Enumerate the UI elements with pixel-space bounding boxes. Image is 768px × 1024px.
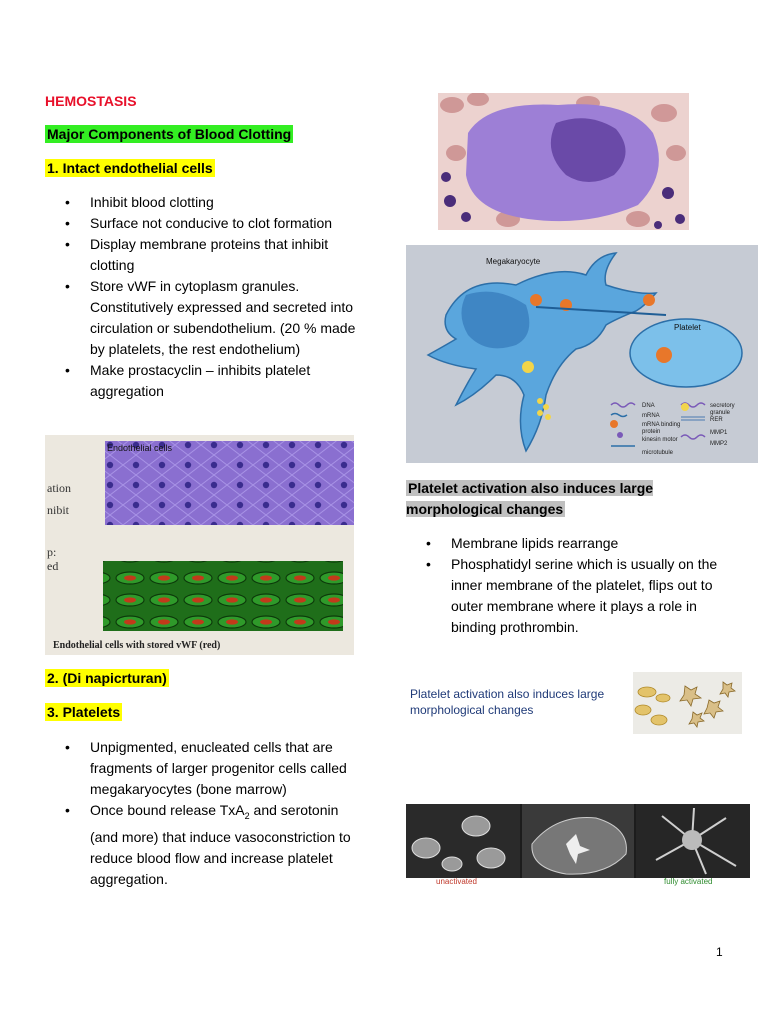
heading-major-components xyxy=(45,126,293,144)
subscript-2: 2 xyxy=(244,810,250,821)
megakaryocyte-micrograph-graphic xyxy=(438,93,689,230)
sem-label-fully-activated: fully activated xyxy=(664,877,713,886)
diagram-platelet-label: Platelet xyxy=(674,323,701,332)
sem-label-unactivated: unactivated xyxy=(436,877,477,886)
platelet-activation-photo-graphic xyxy=(633,672,742,734)
activation-bullet-list xyxy=(406,533,736,638)
page-number: 1 xyxy=(716,945,723,959)
list-item: • Phosphatidyl serine which is usually on the inner membrane of the platelet, flips out to outer membrane where it plays a role in binding prothrombin. xyxy=(406,554,736,638)
legend-rer: RER xyxy=(710,417,723,423)
heading-2-text: 2. (Di napicrturan) xyxy=(47,670,167,686)
heading-activation-text: Platelet activation also induces large morphological changes xyxy=(406,480,654,517)
photo-side-word: ation xyxy=(47,481,71,495)
document-title: HEMOSTASIS xyxy=(45,93,137,109)
megakaryocyte-diagram-graphic xyxy=(406,245,758,463)
legend-microtubule: microtubule xyxy=(642,450,674,456)
legend-dna: DNA xyxy=(642,403,655,409)
heading-endothelial-text: 1. Intact endothelial cells xyxy=(47,160,213,176)
heading-3-text: 3. Platelets xyxy=(47,704,121,720)
list-item: • Store vWF in cytoplasm granules. Constitutively expressed and secreted into circulation or subendothelium. (20 % made by platelets, the rest endothelium) xyxy=(45,276,365,360)
list-item: • Make prostacyclin – inhibits platelet aggregation xyxy=(45,360,365,402)
endothelial-bullet-list xyxy=(45,192,365,402)
list-item: • Display membrane proteins that inhibit clotting xyxy=(45,234,365,276)
photo-caption: Endothelial cells with stored vWF (red) xyxy=(53,640,221,651)
megakaryocyte-diagram xyxy=(406,245,758,463)
legend-kinesin-motor: kinesin motor xyxy=(642,437,678,443)
heading-endothelial xyxy=(45,160,215,178)
heading-2 xyxy=(45,670,169,688)
legend-mrna-binding-protein: mRNA binding protein xyxy=(642,422,681,435)
megakaryocyte-micrograph xyxy=(438,93,689,230)
legend-mmp1: MMP1 xyxy=(710,430,728,436)
heading-major-components-text: Major Components of Blood Clotting xyxy=(47,126,292,142)
photo-label-endothelial: Endothelial cells xyxy=(107,443,173,453)
heading-3 xyxy=(45,704,122,722)
list-item-text: Once bound release TxA xyxy=(90,802,245,818)
endothelial-photo-graphic xyxy=(45,435,354,655)
photo-side-word: p: xyxy=(47,545,57,559)
list-item: • Inhibit blood clotting xyxy=(45,192,365,213)
photo-side-word: ed xyxy=(47,559,59,573)
list-item xyxy=(45,800,365,890)
legend-secretory-granule: secretory granule xyxy=(710,403,735,416)
diagram-title: Megakaryocyte xyxy=(486,257,541,266)
platelet-bullet-list xyxy=(45,737,365,890)
photo-side-word: nibit xyxy=(47,503,70,517)
platelet-activation-photo xyxy=(633,672,742,734)
list-item-text-cont: and serotonin (and more) that induce vasoconstriction to reduce blood flow and increase platelet aggregation. xyxy=(90,802,351,887)
heading-activation xyxy=(406,478,696,520)
legend-mmp2: MMP2 xyxy=(710,441,728,447)
sem-platelet-images xyxy=(406,804,750,878)
list-item: • Membrane lipids rearrange xyxy=(406,533,736,554)
endothelial-photo xyxy=(45,435,354,655)
slide-caption: Platelet activation also induces large morphological changes xyxy=(410,687,605,717)
sem-platelet-images-graphic xyxy=(406,804,750,878)
list-item: • Surface not conducive to clot formation xyxy=(45,213,365,234)
list-item: • Unpigmented, enucleated cells that are fragments of larger progenitor cells called megakaryocytes (bone marrow) xyxy=(45,737,365,800)
legend-mrna: mRNA xyxy=(642,413,660,419)
